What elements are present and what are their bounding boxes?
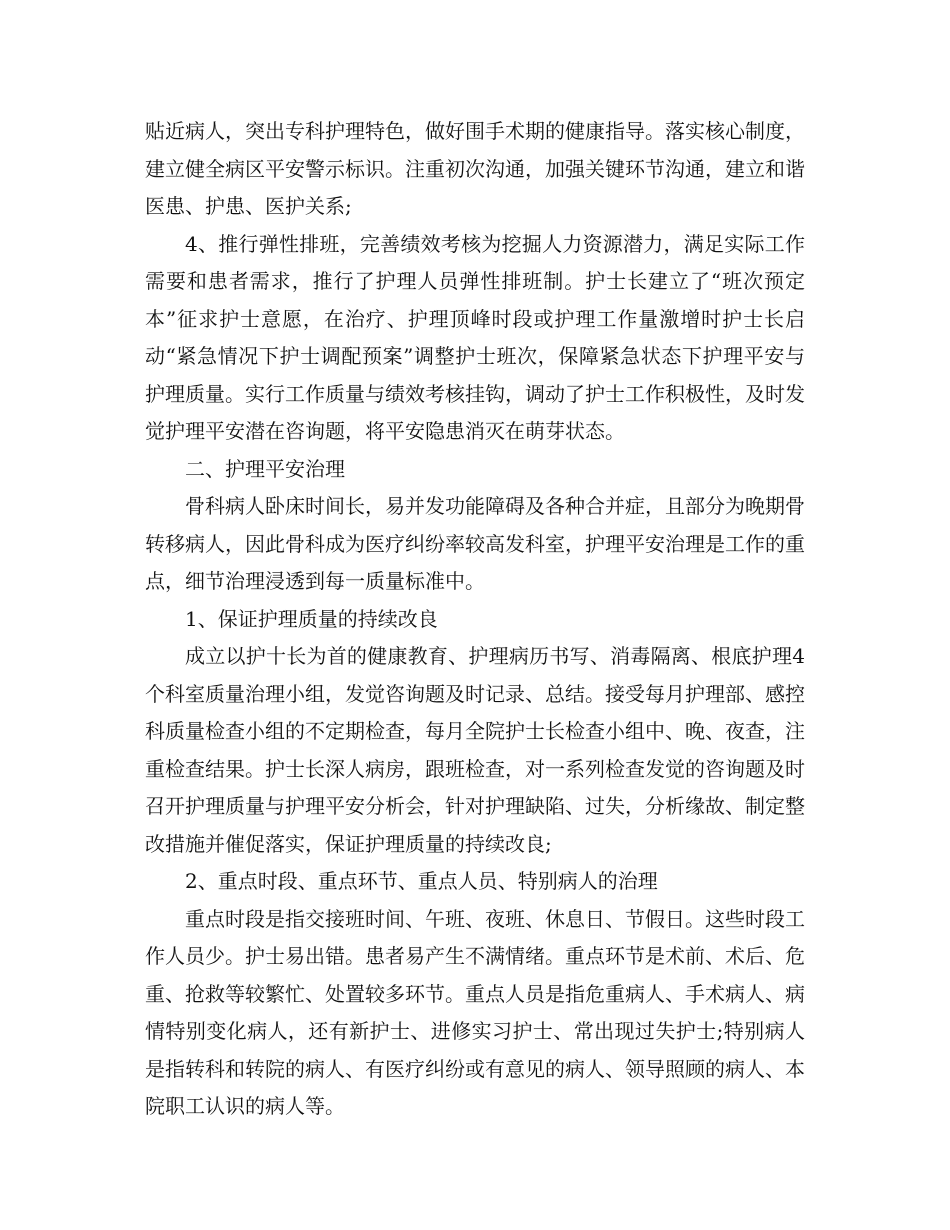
section-heading-safety-management: 二、护理平安治理 — [185, 456, 345, 481]
subheading-quality-improvement: 1、保证护理质量的持续改良 — [185, 606, 438, 631]
paragraph-orthopedic-patients: 骨科病人卧床时间长，易并发功能障碍及各种合并症，且部分为晚期骨转移病人，因此骨科成为医疗纠纷率较高发科室，护理平安治理是工作的重点，细节治理浸透到每一质量标准中。 — [145, 494, 805, 593]
paragraph-quality-groups: 成立以护十长为首的健康教育、护理病历书写、消毒隔离、根底护理4个科室质量治理小组，发觉咨询题及时记录、总结。接受每月护理部、感控科质量检查小组的不定期检查，每月全院护士长检查小组中、晚、夜查，注重检查结果。护士长深人病房，跟班检查，对一系列检查发觉的咨询题及时召开护理质量与护理平安分析会，针对护理缺陷、过失，分析缘故、制定整改措施并催促落实，保证护理质量的持续改良; — [145, 644, 805, 856]
document-body — [145, 113, 805, 1126]
paragraph-continuation: 贴近病人，突出专科护理特色，做好围手术期的健康指导。落实核心制度，建立健全病区平安警示标识。注重初次沟通，加强关键环节沟通，建立和谐医患、护患、医护关系; — [145, 119, 805, 218]
paragraph-flexible-scheduling: 4、推行弹性排班，完善绩效考核为挖掘人力资源潜力，满足实际工作需要和患者需求，推行了护理人员弹性排班制。护士长建立了“班次预定本”征求护士意愿，在治疗、护理顶峰时段或护理工作量激增时护士长启动“紧急情况下护士调配预案”调整护士班次，保障紧急状态下护理平安与护理质量。实行工作质量与绩效考核挂钩，调动了护士工作积极性，及时发觉护理平安潜在咨询题，将平安隐患消灭在萌芽状态。 — [145, 231, 805, 443]
subheading-key-periods: 2、重点时段、重点环节、重点人员、特别病人的治理 — [185, 869, 658, 893]
paragraph-key-periods: 重点时段是指交接班时间、午班、夜班、休息日、节假日。这些时段工作人员少。护士易出错。患者易产生不满情绪。重点环节是术前、术后、危重、抢救等较繁忙、处置较多环节。重点人员是指危重病人、手术病人、病情特别变化病人，还有新护士、进修实习护士、常出现过失护士;特别病人是指转科和转院的病人、有医疗纠纷或有意见的病人、领导照顾的病人、本院职工认识的病人等。 — [145, 906, 805, 1118]
